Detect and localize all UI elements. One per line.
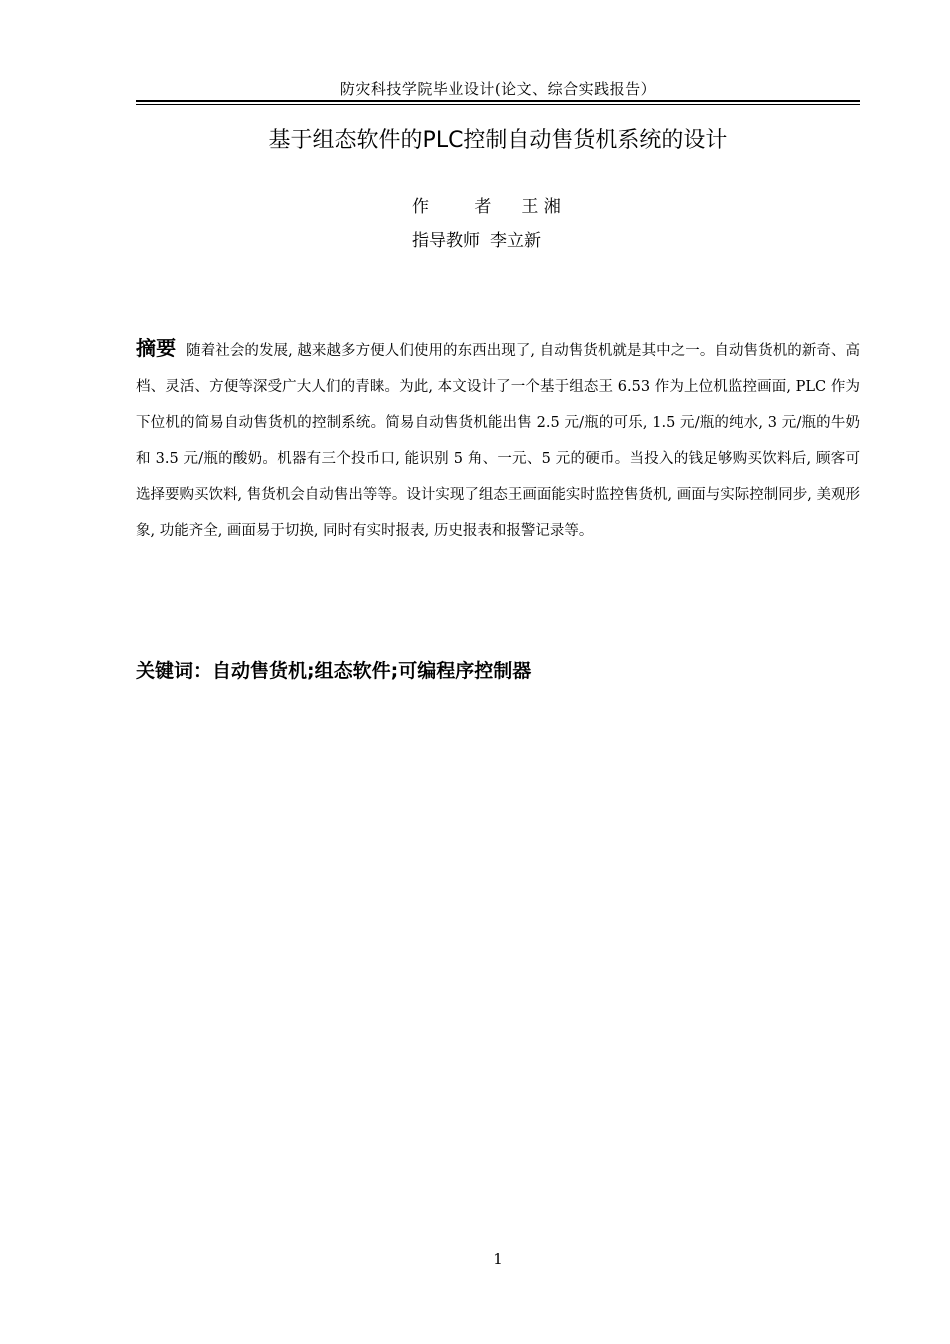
- author-name: 王 湘: [521, 197, 561, 217]
- abstract-label: 摘要: [136, 336, 177, 360]
- advisor-line: [412, 230, 541, 252]
- advisor-label: 指导教师: [412, 231, 480, 251]
- author-label: 作 者: [412, 197, 512, 217]
- header-rule-thin: [136, 104, 860, 105]
- advisor-name: 李立新: [490, 231, 541, 251]
- abstract-paragraph: [136, 330, 860, 549]
- header-rule-thick: [136, 100, 860, 102]
- abstract-text: 随着社会的发展, 越来越多方便人们使用的东西出现了, 自动售货机就是其中之一。自动售货机的新奇、高档、灵活、方便等深受广大人们的青睐。为此, 本文设计了一个基于组态王 6.53 作为上位机监控画面, PLC 作为下位机的简易自动售货机的控制系统。简易自动售货机能出售 2.5 元/瓶的可乐, 1.5 元/瓶的纯水, 3 元/瓶的牛奶和 3.5 元/瓶的酸奶。机器有三个投币口, 能识别 5 角、一元、5 元的硬币。当投入的钱足够购买饮料后, 顾客可选择要购买饮料, 售货机会自动售出等等。设计实现了组态王画面能实时监控售货机, 画面与实际控制同步, 美观形象, 功能齐全, 画面易于切换, 同时有实时报表, 历史报表和报警记录等。: [136, 343, 861, 539]
- page-number: 1: [493, 1250, 503, 1268]
- keywords-line: 关键词：自动售货机;组态软件;可编程序控制器: [136, 660, 532, 682]
- running-header: 防灾科技学院毕业设计(论文、综合实践报告）: [339, 80, 657, 98]
- document-title: 基于组态软件的PLC控制自动售货机系统的设计: [268, 128, 728, 153]
- author-line: [412, 196, 561, 218]
